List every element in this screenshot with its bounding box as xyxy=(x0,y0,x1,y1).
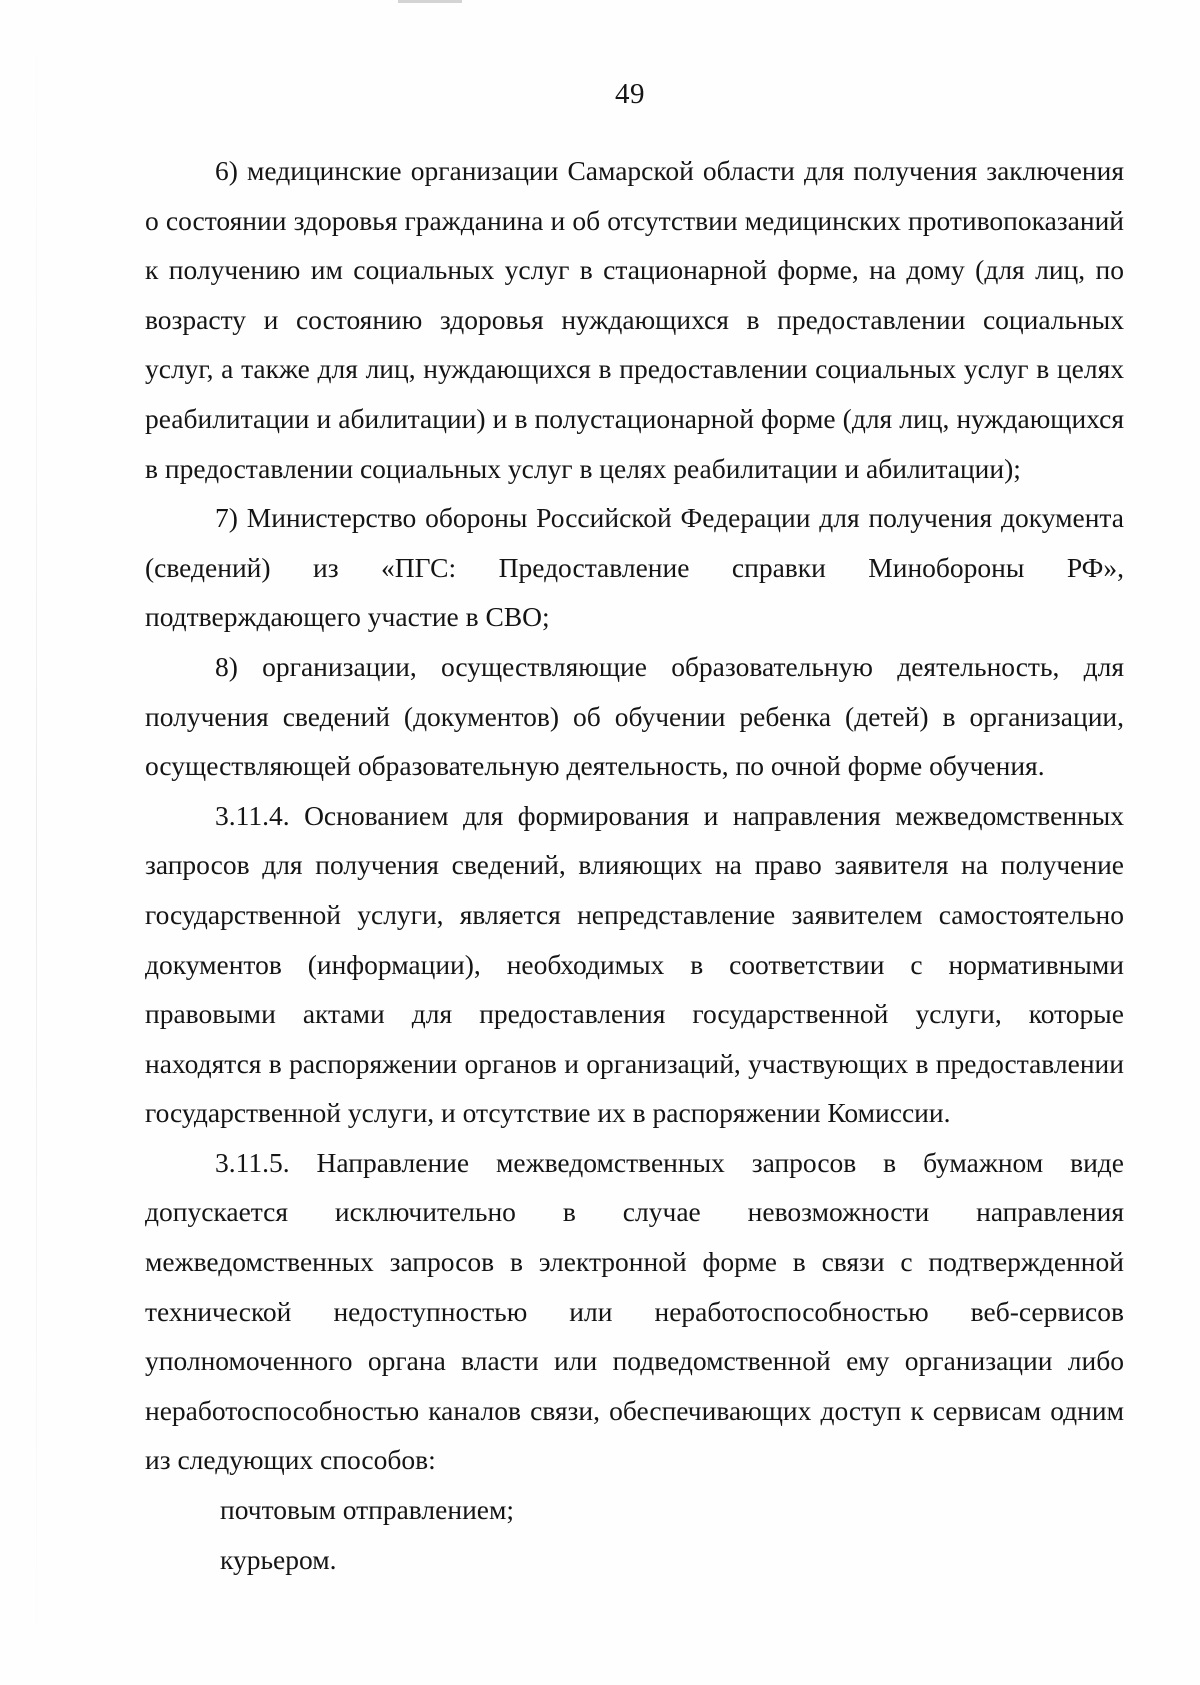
scan-edge-shadow xyxy=(36,0,37,1685)
paragraph-3-11-5: 3.11.5. Направление межведомственных запросов в бумажном виде допускается исключительно в случае невозможности направления межведомственных запросов в электронной форме в связи с подтвержденной технической недоступностью или неработоспособностью веб-сервисов уполномоченного органа власти или подведомственной ему организации либо неработоспособностью каналов связи, обеспечивающих доступ к сервисам одним из следующих способов: xyxy=(145,1146,1124,1476)
scan-top-mark xyxy=(398,0,462,3)
paragraph-item-7: 7) Министерство обороны Российской Федерации для получения документа (сведений) из «ПГС: Предоставление справки Минобороны РФ», подтверждающего участие в СВО; xyxy=(145,502,1124,633)
paragraph-3-11-4: 3.11.4. Основанием для формирования и направления межведомственных запросов для получения сведений, влияющих на право заявителя на получение государственной услуги, является непредставление заявителем самостоятельно документов (информации), необходимых в соответствии с нормативными правовыми актами для предоставления государственной услуги, которые находятся в распоряжении органов и организаций, участвующих в предоставлении государственной услуги, и отсутствие их в распоряжении Комиссии. xyxy=(145,799,1124,1129)
document-body xyxy=(145,146,1124,1584)
paragraph-item-8: 8) организации, осуществляющие образовательную деятельность, для получения сведений (документов) об обучении ребенка (детей) в организации, осуществляющей образовательную деятельность, по очной форме обучения. xyxy=(145,650,1124,782)
list-item-courier: курьером. xyxy=(220,1543,337,1575)
list-item-postal: почтовым отправлением; xyxy=(220,1494,515,1526)
paragraph-item-6: 6) медицинские организации Самарской области для получения заключения о состоянии здоровья гражданина и об отсутствии медицинских противопоказаний к получению им социальных услуг в стационарной форме, на дому (для лиц, по возрасту и состоянию здоровья нуждающихся в предоставлении социальных услуг, а также для лиц, нуждающихся в предоставлении социальных услуг в целях реабилитации и абилитации) и в полустационарной форме (для лиц, нуждающихся в предоставлении социальных услуг в целях реабилитации и абилитации); xyxy=(145,155,1124,484)
page-number: 49 xyxy=(615,78,645,110)
